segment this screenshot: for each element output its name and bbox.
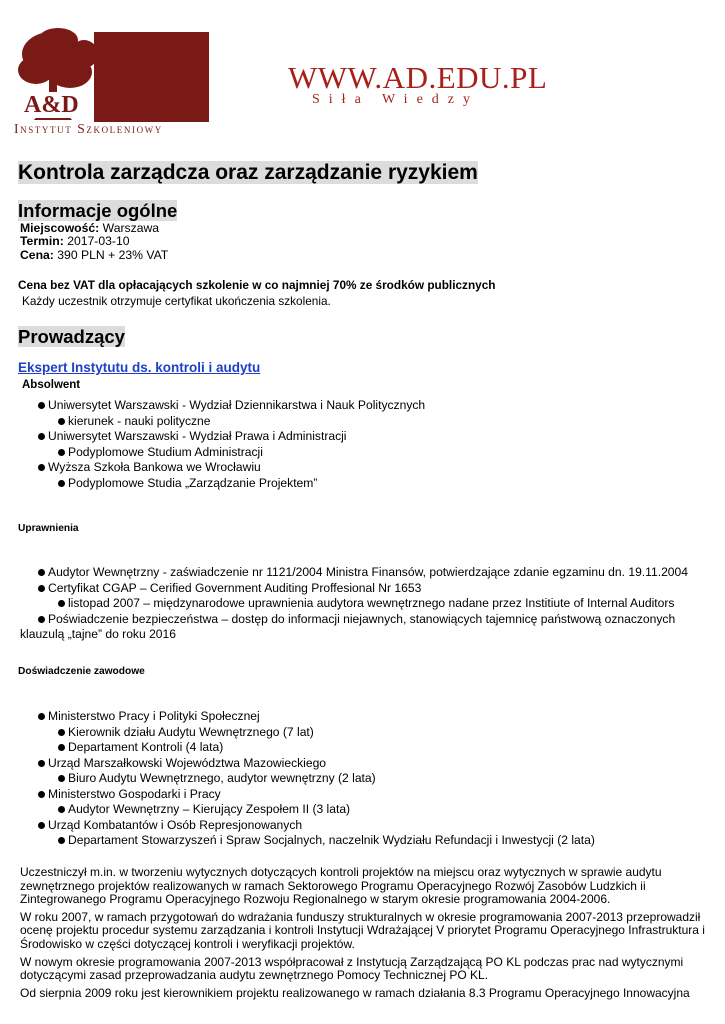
list-item bbox=[68, 740, 595, 756]
list-item-text: klauzulą „tajne” do roku 2016 bbox=[20, 627, 176, 641]
list-item bbox=[48, 398, 425, 414]
expert-link[interactable]: Ekspert Instytutu ds. kontroli i audytu bbox=[18, 360, 261, 375]
list-item bbox=[48, 612, 688, 628]
list-item-text: Audytor Wewnętrzny – Kierujący Zespołem II (3 lata) bbox=[68, 802, 351, 816]
list-item bbox=[68, 833, 595, 849]
list-item bbox=[68, 596, 688, 612]
bullet-icon bbox=[38, 791, 45, 798]
certificate-note: Każdy uczestnik otrzymuje certyfikat ukończenia szkolenia. bbox=[22, 294, 331, 308]
list-item-text: Uniwersytet Warszawski - Wydział Dziennikarstwa i Nauk Politycznych bbox=[48, 398, 426, 412]
price-value: 390 PLN + 23% VAT bbox=[57, 247, 169, 262]
bio-paragraphs bbox=[20, 866, 710, 1004]
bullet-icon bbox=[38, 433, 45, 440]
list-item bbox=[48, 787, 595, 803]
site-tagline: Siła Wiedzy bbox=[312, 92, 479, 107]
info-heading: Informacje ogólne bbox=[18, 200, 178, 221]
date-label: Termin: bbox=[20, 234, 64, 249]
bio-paragraph: W roku 2007, w ramach przygotowań do wdrażania funduszy strukturalnych w okresie programowania 2007-2013 przeprowadził ocenę projektu procedur systemu zarządzania i kontroli Instytucji Wdrażającej V priorytet Programu Operacyjnego Infrastruktura i Środowisko w części dotyczącej kontroli i weryfikacji projektów. bbox=[20, 909, 705, 951]
bullet-icon bbox=[38, 713, 45, 720]
list-item bbox=[48, 581, 688, 597]
permissions-list bbox=[20, 565, 688, 643]
page-title: Kontrola zarządcza oraz zarządzanie ryzykiem bbox=[18, 161, 478, 184]
list-item-text: Poświadczenie bezpieczeństwa – dostęp do informacji niejawnych, stanowiących tajemnicę państwową oznaczonych bbox=[48, 611, 676, 626]
logo-institute-name: Instytut Szkoleniowy bbox=[14, 121, 163, 136]
graduate-label: Absolwent bbox=[22, 379, 81, 391]
list-item-text: Departament Kontroli (4 lata) bbox=[68, 740, 224, 754]
list-item-text: Ministerstwo Pracy i Polityki Społecznej bbox=[48, 709, 260, 723]
bullet-icon bbox=[38, 569, 45, 576]
education-list bbox=[48, 398, 425, 491]
date-value: 2017-03-10 bbox=[67, 234, 130, 249]
price-label: Cena: bbox=[20, 247, 54, 262]
list-item bbox=[68, 445, 425, 461]
location-value: Warszawa bbox=[102, 221, 160, 235]
list-item bbox=[48, 818, 595, 834]
trainer-heading: Prowadzący bbox=[18, 326, 125, 347]
bullet-icon bbox=[38, 464, 45, 471]
logo-letters: A&D bbox=[24, 92, 79, 118]
list-item-text: Urząd Kombatantów i Osób Represjonowanych bbox=[48, 817, 303, 832]
list-item-text: Uniwersytet Warszawski - Wydział Prawa i Administracji bbox=[48, 429, 347, 443]
bullet-icon bbox=[58, 806, 65, 813]
info-block bbox=[20, 222, 168, 262]
list-item-text: Certyfikat CGAP – Cerified Government Auditing Proffesional Nr 1653 bbox=[48, 580, 422, 595]
list-item bbox=[68, 771, 595, 787]
list-item bbox=[68, 802, 595, 818]
bio-paragraph: W nowym okresie programowania 2007-2013 współpracował z Instytucją Zarządzającą PO KL podczas prac nad wytycznymi dotyczącymi zasad przeprowadzania audytu zewnętrznego Pomocy Technicznej PO KL. bbox=[20, 954, 684, 983]
list-item bbox=[48, 565, 688, 581]
bio-paragraph: Uczestniczył m.in. w tworzeniu wytycznych dotyczących kontroli projektów na miejscu oraz wytycznych w sprawie audytu zewnętrznego projektów realizowanych w ramach Sektorowego Programu Operacyjnego Rozwój Zasobów Ludzkich ii Zintegrowanego Programu Operacyjnego Rozwoju Regionalnego w starym okresie programowania 2004-2006. bbox=[20, 865, 662, 907]
bio-paragraph: Od sierpnia 2009 roku jest kierownikiem projektu realizowanego w ramach działania 8.3 Programu Operacyjnego Innowacyjna bbox=[20, 985, 690, 1000]
list-item-text: Audytor Wewnętrzny - zaświadczenie nr 1121/2004 Ministra Finansów, potwierdzające zdanie egzaminu dn. 19.11.2004 bbox=[48, 565, 688, 579]
location-label: Miejscowość: bbox=[20, 221, 100, 235]
bullet-icon bbox=[38, 402, 45, 409]
list-item bbox=[68, 414, 425, 430]
list-item-text: Biuro Audytu Wewnętrznego, audytor wewnętrzny (2 lata) bbox=[68, 771, 376, 785]
bullet-icon bbox=[58, 418, 65, 425]
bullet-icon bbox=[58, 600, 65, 607]
bullet-icon bbox=[58, 480, 65, 487]
bullet-icon bbox=[38, 822, 45, 829]
experience-list bbox=[48, 709, 595, 849]
list-item bbox=[48, 460, 425, 476]
list-item bbox=[68, 476, 425, 492]
list-item bbox=[20, 627, 688, 643]
list-item-text: listopad 2007 – międzynarodowe uprawnienia audytora wewnętrznego nadane przez Institiute of Internal Auditors bbox=[68, 596, 675, 610]
bullet-icon bbox=[38, 616, 45, 623]
bullet-icon bbox=[38, 760, 45, 767]
list-item-text: Departament Stowarzyszeń i Spraw Socjalnych, naczelnik Wydziału Refundacji i Inwestycji (2 lata) bbox=[68, 833, 595, 847]
list-item-text: Ministerstwo Gospodarki i Pracy bbox=[48, 786, 221, 801]
list-item bbox=[48, 709, 595, 725]
site-url[interactable]: WWW.AD.EDU.PL bbox=[288, 60, 548, 95]
list-item bbox=[48, 429, 425, 445]
list-item-text: Podyplomowe Studia „Zarządzanie Projektem” bbox=[68, 475, 318, 490]
vat-note: Cena bez VAT dla opłacających szkolenie w co najmniej 70% ze środków publicznych bbox=[18, 278, 496, 292]
permissions-label: Uprawnienia bbox=[18, 523, 79, 534]
list-item-text: Kierownik działu Audytu Wewnętrznego (7 lat) bbox=[68, 724, 314, 739]
bullet-icon bbox=[58, 775, 65, 782]
bullet-icon bbox=[58, 744, 65, 751]
list-item bbox=[68, 725, 595, 741]
list-item bbox=[48, 756, 595, 772]
list-item-text: kierunek - nauki polityczne bbox=[68, 413, 211, 428]
experience-label: Doświadczenie zawodowe bbox=[18, 666, 145, 677]
bullet-icon bbox=[38, 585, 45, 592]
bullet-icon bbox=[58, 729, 65, 736]
bullet-icon bbox=[58, 837, 65, 844]
bullet-icon bbox=[58, 449, 65, 456]
list-item-text: Urząd Marszałkowski Województwa Mazowieckiego bbox=[48, 755, 327, 770]
list-item-text: Wyższa Szkoła Bankowa we Wrocławiu bbox=[48, 460, 261, 474]
list-item-text: Podyplomowe Studium Administracji bbox=[68, 444, 263, 459]
